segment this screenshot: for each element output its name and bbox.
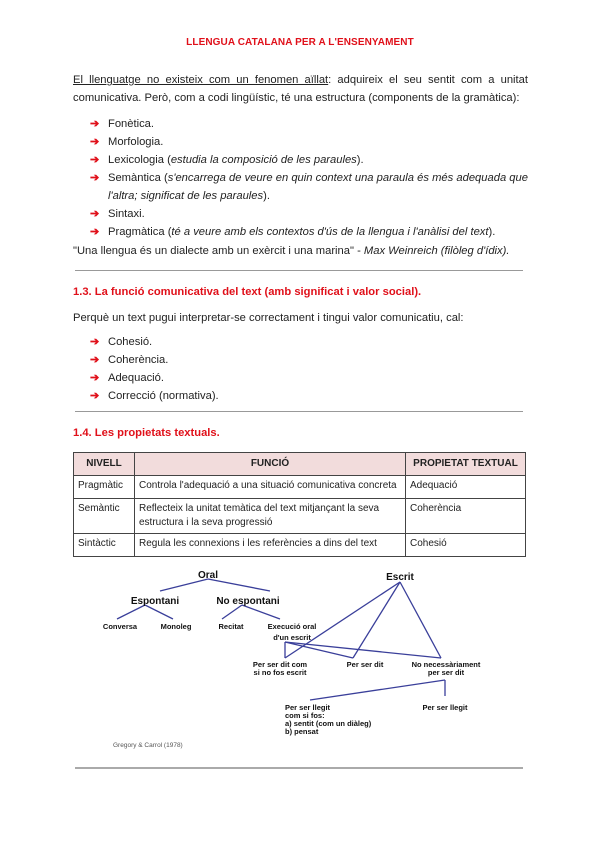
column-header: FUNCIÓ <box>135 453 406 476</box>
arrow-right-icon: ➔ <box>90 354 100 366</box>
quote: "Una llengua és un dialecte amb un exèrcit i una marina" - Max Weinreich (filòleg d'ídix). <box>73 245 510 257</box>
table-row: Semàntic Reflecteix la unitat temàtica del text mitjançant la seva estructura i la seva progressió Coherència <box>74 499 526 534</box>
table-header-row <box>74 453 526 476</box>
properties-list <box>90 333 528 405</box>
node-execucio-2: d'un escrit <box>273 633 311 642</box>
arrow-right-icon: ➔ <box>90 226 100 238</box>
node-conversa: Conversa <box>102 622 138 631</box>
list-item: ➔ Lexicologia (estudia la composició de les paraules). <box>90 151 528 169</box>
node-espontani: Espontani <box>130 596 180 607</box>
arrow-right-icon: ➔ <box>90 172 100 184</box>
list-item: ➔ Sintaxi. <box>90 205 528 223</box>
document-title: LLENGUA CATALANA PER A L'ENSENYAMENT <box>186 37 414 48</box>
arrow-right-icon: ➔ <box>90 118 100 130</box>
node-no-espontani: No espontani <box>216 596 280 607</box>
divider <box>75 411 523 412</box>
components-list <box>90 115 528 241</box>
node-recitat: Recitat <box>218 622 244 631</box>
node-per-ser-llegit: Per ser llegit <box>422 703 468 712</box>
list-item: ➔ Semàntica (s'encarrega de veure en quin context una paraula és més adequada que l'altra; significat de les paraules). <box>90 169 528 205</box>
node-execucio-1: Execució oral <box>267 622 317 631</box>
list-item: ➔ Adequació. <box>90 369 528 387</box>
node-llegit-com-1: Per ser llegit <box>285 703 331 712</box>
node-no-nec-2: per ser dit <box>427 668 465 677</box>
oral-written-diagram <box>100 568 500 758</box>
arrow-right-icon: ➔ <box>90 390 100 402</box>
list-item: ➔ Fonètica. <box>90 115 528 133</box>
node-llegit-com-4: b) pensat <box>285 727 319 736</box>
list-item: ➔ Morfologia. <box>90 133 528 151</box>
divider <box>75 270 523 271</box>
node-llegit-com-2: com si fos: <box>285 711 325 720</box>
node-dit-com-2: si no fos escrit <box>253 668 307 677</box>
arrow-right-icon: ➔ <box>90 372 100 384</box>
arrow-right-icon: ➔ <box>90 208 100 220</box>
properties-table <box>73 452 526 557</box>
section-heading-1-4: 1.4. Les propietats textuals. <box>73 427 220 439</box>
node-escrit: Escrit <box>386 572 414 583</box>
quote-author: Max Weinreich (filòleg d'ídix). <box>363 245 510 257</box>
arrow-right-icon: ➔ <box>90 154 100 166</box>
section-heading-1-3: 1.3. La funció comunicativa del text (amb significat i valor social). <box>73 286 422 298</box>
list-item: ➔ Pragmàtica (té a veure amb els contextos d'ús de la llengua i l'anàlisi del text). <box>90 223 528 241</box>
list-item: ➔ Correcció (normativa). <box>90 387 528 405</box>
list-item: ➔ Coherència. <box>90 351 528 369</box>
arrow-right-icon: ➔ <box>90 136 100 148</box>
diagram-credit: Gregory & Carrol (1978) <box>113 742 183 749</box>
node-monoleg: Monoleg <box>160 622 192 631</box>
node-llegit-com-3: a) sentit (com un diàleg) <box>285 719 372 728</box>
intro-paragraph <box>73 71 528 107</box>
intro-rest: : adquireix el seu sentit com a unitat comunicativa. Però, com a codi lingüístic, té una estructura (components de la gramàtica): <box>73 74 528 104</box>
node-dit-com-1: Per ser dit com <box>252 660 308 669</box>
node-per-ser-dit: Per ser dit <box>346 660 384 669</box>
node-no-nec-1: No necessàriament <box>411 660 481 669</box>
node-oral: Oral <box>197 570 219 581</box>
column-header: NIVELL <box>74 453 135 476</box>
column-header: PROPIETAT TEXTUAL <box>406 453 526 476</box>
intro-underlined: El llenguatge no existeix com un fenomen aïllat <box>73 74 329 86</box>
table-row: Sintàctic Regula les connexions i les referències a dins del text Cohesió <box>74 534 526 557</box>
list-item: ➔ Cohesió. <box>90 333 528 351</box>
arrow-right-icon: ➔ <box>90 336 100 348</box>
table-row: Pragmàtic Controla l'adequació a una situació comunicativa concreta Adequació <box>74 476 526 499</box>
divider <box>75 767 523 769</box>
section-1-3-intro: Perquè un text pugui interpretar-se correctament i tingui valor comunicatiu, cal: <box>73 312 464 324</box>
